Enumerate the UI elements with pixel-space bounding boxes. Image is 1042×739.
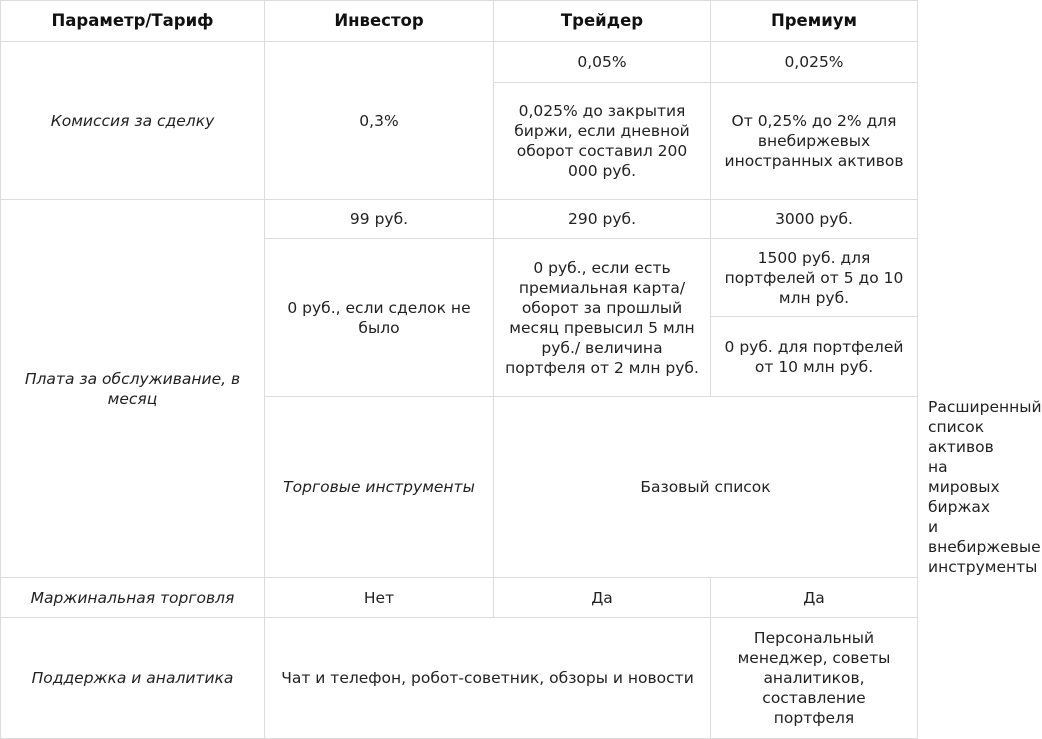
cell-margin-investor: Нет — [265, 578, 494, 618]
table-header-row — [1, 1, 918, 42]
cell-instruments-investor-trader: Базовый список — [494, 397, 918, 578]
cell-fee-investor-1: 99 руб. — [265, 200, 494, 239]
cell-commission-trader-1: 0,05% — [494, 42, 711, 83]
header-investor: Инвестор — [265, 1, 494, 42]
cell-margin-premium: Да — [711, 578, 918, 618]
table-row-instruments: Торговые инструменты Базовый список Расширенный список активов на мировых биржах и внебиржевые инструменты — [1, 397, 918, 578]
row-label-service-fee: Плата за обслуживание, в месяц — [1, 200, 265, 578]
cell-support-investor-trader: Чат и телефон, робот-советник, обзоры и новости — [265, 618, 711, 739]
cell-commission-trader-2: 0,025% до закрытия биржи, если дневной оборот составил 200 000 руб. — [494, 83, 711, 200]
table-row-margin — [1, 578, 918, 618]
cell-fee-trader-1: 290 руб. — [494, 200, 711, 239]
row-label-support: Поддержка и аналитика — [1, 618, 265, 739]
cell-fee-trader-2: 0 руб., если есть премиальная карта/ оборот за прошлый месяц превысил 5 млн руб./ величина портфеля от 2 млн руб. — [494, 239, 711, 397]
table-row-service-fee — [1, 200, 918, 239]
row-label-instruments: Торговые инструменты — [265, 397, 494, 578]
header-param: Параметр/Тариф — [1, 1, 265, 42]
cell-commission-investor: 0,3% — [265, 42, 494, 200]
cell-commission-premium-1: 0,025% — [711, 42, 918, 83]
cell-support-premium: Персональный менеджер, советы аналитиков, составление портфеля — [711, 618, 918, 739]
row-label-commission: Комиссия за сделку — [1, 42, 265, 200]
header-trader: Трейдер — [494, 1, 711, 42]
header-premium: Премиум — [711, 1, 918, 42]
table-row-support — [1, 618, 918, 739]
cell-margin-trader: Да — [494, 578, 711, 618]
cell-commission-premium-2: От 0,25% до 2% для внебиржевых иностранных активов — [711, 83, 918, 200]
table-row-commission — [1, 42, 918, 83]
row-label-margin: Маржинальная торговля — [1, 578, 265, 618]
cell-fee-premium-1: 3000 руб. — [711, 200, 918, 239]
cell-fee-premium-2: 1500 руб. для портфелей от 5 до 10 млн руб. — [711, 239, 918, 317]
cell-fee-investor-2: 0 руб., если сделок не было — [265, 239, 494, 397]
cell-fee-premium-3: 0 руб. для портфелей от 10 млн руб. — [711, 317, 918, 397]
